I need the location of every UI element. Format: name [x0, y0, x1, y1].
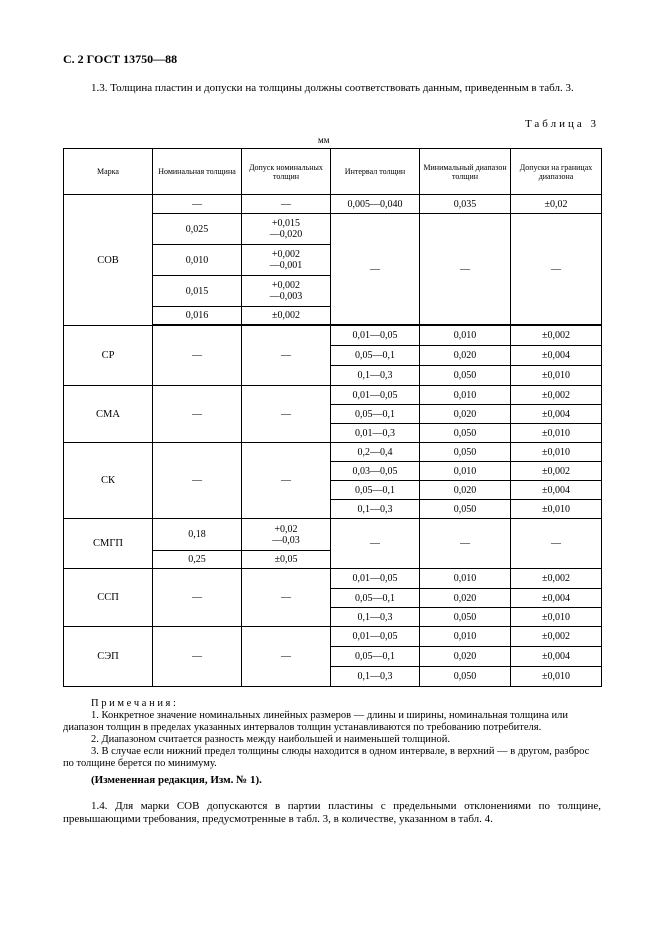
table-row [64, 569, 602, 589]
table-row [64, 443, 602, 462]
table-cell: 0,050 [420, 443, 511, 462]
table-cell: 0,2—0,4 [331, 443, 420, 462]
table-cell: ±0,002 [511, 326, 602, 346]
table-row [64, 195, 602, 214]
mark-cell: СЭП [64, 627, 153, 687]
tol-plus: +0,002 [271, 249, 301, 260]
table-cell: 0,020 [420, 589, 511, 608]
table-cell: — [242, 627, 331, 687]
table-cell: ±0,004 [511, 647, 602, 667]
table-cell: — [331, 519, 420, 569]
table-cell: 0,020 [420, 647, 511, 667]
table-cell: ±0,010 [511, 667, 602, 687]
table-cell: 0,020 [420, 481, 511, 500]
tol-minus: —0,03 [272, 534, 300, 546]
col-header-min-range: Минимальный диапазон толщин [420, 149, 511, 195]
table-cell: 0,010 [153, 245, 242, 276]
table-cell: ±0,004 [511, 589, 602, 608]
table-row [64, 519, 602, 551]
table-cell: ±0,05 [242, 551, 331, 569]
tol-plus: +0,015 [271, 218, 301, 229]
table-cell: 0,010 [420, 386, 511, 405]
table-row [64, 326, 602, 346]
col-header-mark: Марка [64, 149, 153, 195]
table-cell: 0,25 [153, 551, 242, 569]
table-cell: ±0,02 [511, 195, 602, 214]
paragraph-1-4: 1.4. Для марки СОВ допускаются в партии пластины с предельными отклонениями по толщине, превышающими требования, предусмотренные в табл. 3, в количестве, указанном в табл. 4. [63, 800, 601, 825]
table-cell: 0,01—0,05 [331, 386, 420, 405]
table-cell: 0,035 [420, 195, 511, 214]
table-cell: 0,1—0,3 [331, 500, 420, 519]
col-header-range-tol: Допуски на границах диапазона [511, 149, 602, 195]
table-cell: — [511, 214, 602, 325]
table-cell: 0,010 [420, 326, 511, 346]
mark-cell: СМА [64, 386, 153, 443]
table-cell: — [242, 569, 331, 627]
table-cell: ±0,010 [511, 443, 602, 462]
table-cell: 0,010 [420, 627, 511, 647]
table-cell: 0,05—0,1 [331, 405, 420, 424]
note-1: 1. Конкретное значение номинальных линейных размеров — длины и ширины, номинальная толщина или диапазон толщин в пределах указанных интервалов толщин устанавливаются по требованию потребителя. [63, 710, 569, 733]
table-cell: — [153, 195, 242, 214]
table-cell: 0,050 [420, 667, 511, 687]
table-cell: 0,010 [420, 569, 511, 589]
table-cell: 0,05—0,1 [331, 589, 420, 608]
table-cell: 0,010 [420, 462, 511, 481]
thickness-table [63, 148, 602, 687]
table-cell: — [153, 443, 242, 519]
table-header-row [64, 149, 602, 195]
table-cell: 0,1—0,3 [331, 667, 420, 687]
table-cell: 0,050 [420, 608, 511, 627]
table-cell: 0,025 [153, 214, 242, 245]
table-cell: 0,01—0,05 [331, 569, 420, 589]
table-cell: 0,1—0,3 [331, 366, 420, 386]
tol-minus: —0,003 [269, 291, 303, 302]
table-cell [242, 214, 331, 245]
tol-minus: —0,020 [269, 229, 303, 240]
table-cell: ±0,002 [511, 569, 602, 589]
table-cell: ±0,010 [511, 366, 602, 386]
table-cell: — [242, 195, 331, 214]
table-cell: 0,020 [420, 405, 511, 424]
table-cell: 0,05—0,1 [331, 481, 420, 500]
tol-minus: —0,001 [269, 260, 303, 271]
table-row [64, 627, 602, 647]
mark-cell: ССП [64, 569, 153, 627]
table-cell: — [331, 214, 420, 325]
mark-cell: СК [64, 443, 153, 519]
table-cell: 0,050 [420, 366, 511, 386]
table-cell: — [153, 627, 242, 687]
table-cell [242, 276, 331, 307]
table-cell: — [242, 326, 331, 386]
table-cell: 0,016 [153, 307, 242, 325]
table-cell: 0,015 [153, 276, 242, 307]
table-cell: — [242, 443, 331, 519]
table-cell: — [242, 386, 331, 443]
table-cell: 0,050 [420, 500, 511, 519]
table-cell: — [511, 519, 602, 569]
page-header: С. 2 ГОСТ 13750—88 [63, 52, 178, 66]
table-cell: — [153, 569, 242, 627]
table-cell: 0,01—0,05 [331, 627, 420, 647]
table-cell: 0,01—0,05 [331, 326, 420, 346]
table-cell: ±0,010 [511, 500, 602, 519]
table-cell: ±0,002 [511, 462, 602, 481]
table-cell: 0,03—0,05 [331, 462, 420, 481]
table-cell: ±0,002 [242, 307, 331, 325]
table-cell: 0,050 [420, 424, 511, 443]
table-cell: ±0,010 [511, 424, 602, 443]
table-cell: ±0,004 [511, 405, 602, 424]
mark-cell: СОВ [64, 195, 153, 326]
table-cell: 0,05—0,1 [331, 346, 420, 366]
col-header-tolerance: Допуск номинальных толщин [242, 149, 331, 195]
table-cell: 0,005—0,040 [331, 195, 420, 214]
table-cell: 0,1—0,3 [331, 608, 420, 627]
mark-cell: СМГП [64, 519, 153, 569]
mark-cell: СР [64, 326, 153, 386]
table-cell: 0,18 [153, 519, 242, 551]
table-unit: мм [318, 135, 330, 145]
notes-title: П р и м е ч а н и я : [91, 698, 176, 709]
table-cell: ±0,004 [511, 346, 602, 366]
tol-plus: +0,002 [271, 280, 301, 291]
table-cell: — [420, 214, 511, 325]
col-header-nominal: Номинальная толщина [153, 149, 242, 195]
note-3: 3. В случае если нижний предел толщины слюды находится в одном интервале, в верхний — в другом, разброс по толщине берется по минимуму. [63, 746, 590, 769]
table-cell: 0,020 [420, 346, 511, 366]
col-header-interval: Интервал толщин [331, 149, 420, 195]
table-cell: — [153, 386, 242, 443]
table-cell: ±0,010 [511, 608, 602, 627]
table-cell: — [153, 326, 242, 386]
table-cell: ±0,002 [511, 386, 602, 405]
table-cell [242, 245, 331, 276]
table-row [64, 386, 602, 405]
note-2: 2. Диапазоном считается разность между наибольшей и наименьшей толщиной. [91, 734, 451, 745]
tol-plus: +0,02 [274, 523, 298, 535]
table-cell [242, 519, 331, 551]
table-cell: ±0,002 [511, 627, 602, 647]
paragraph-1-3: 1.3. Толщина пластин и допуски на толщины должны соответствовать данным, приведенным в табл. 3. [91, 82, 574, 94]
table-cell: 0,01—0,3 [331, 424, 420, 443]
edition-note: (Измененная редакция, Изм. № 1). [91, 774, 262, 786]
table-cell: — [420, 519, 511, 569]
table-notes [63, 698, 601, 770]
table-cell: ±0,004 [511, 481, 602, 500]
table-cell: 0,05—0,1 [331, 647, 420, 667]
table-label: Таблица 3 [524, 118, 599, 130]
